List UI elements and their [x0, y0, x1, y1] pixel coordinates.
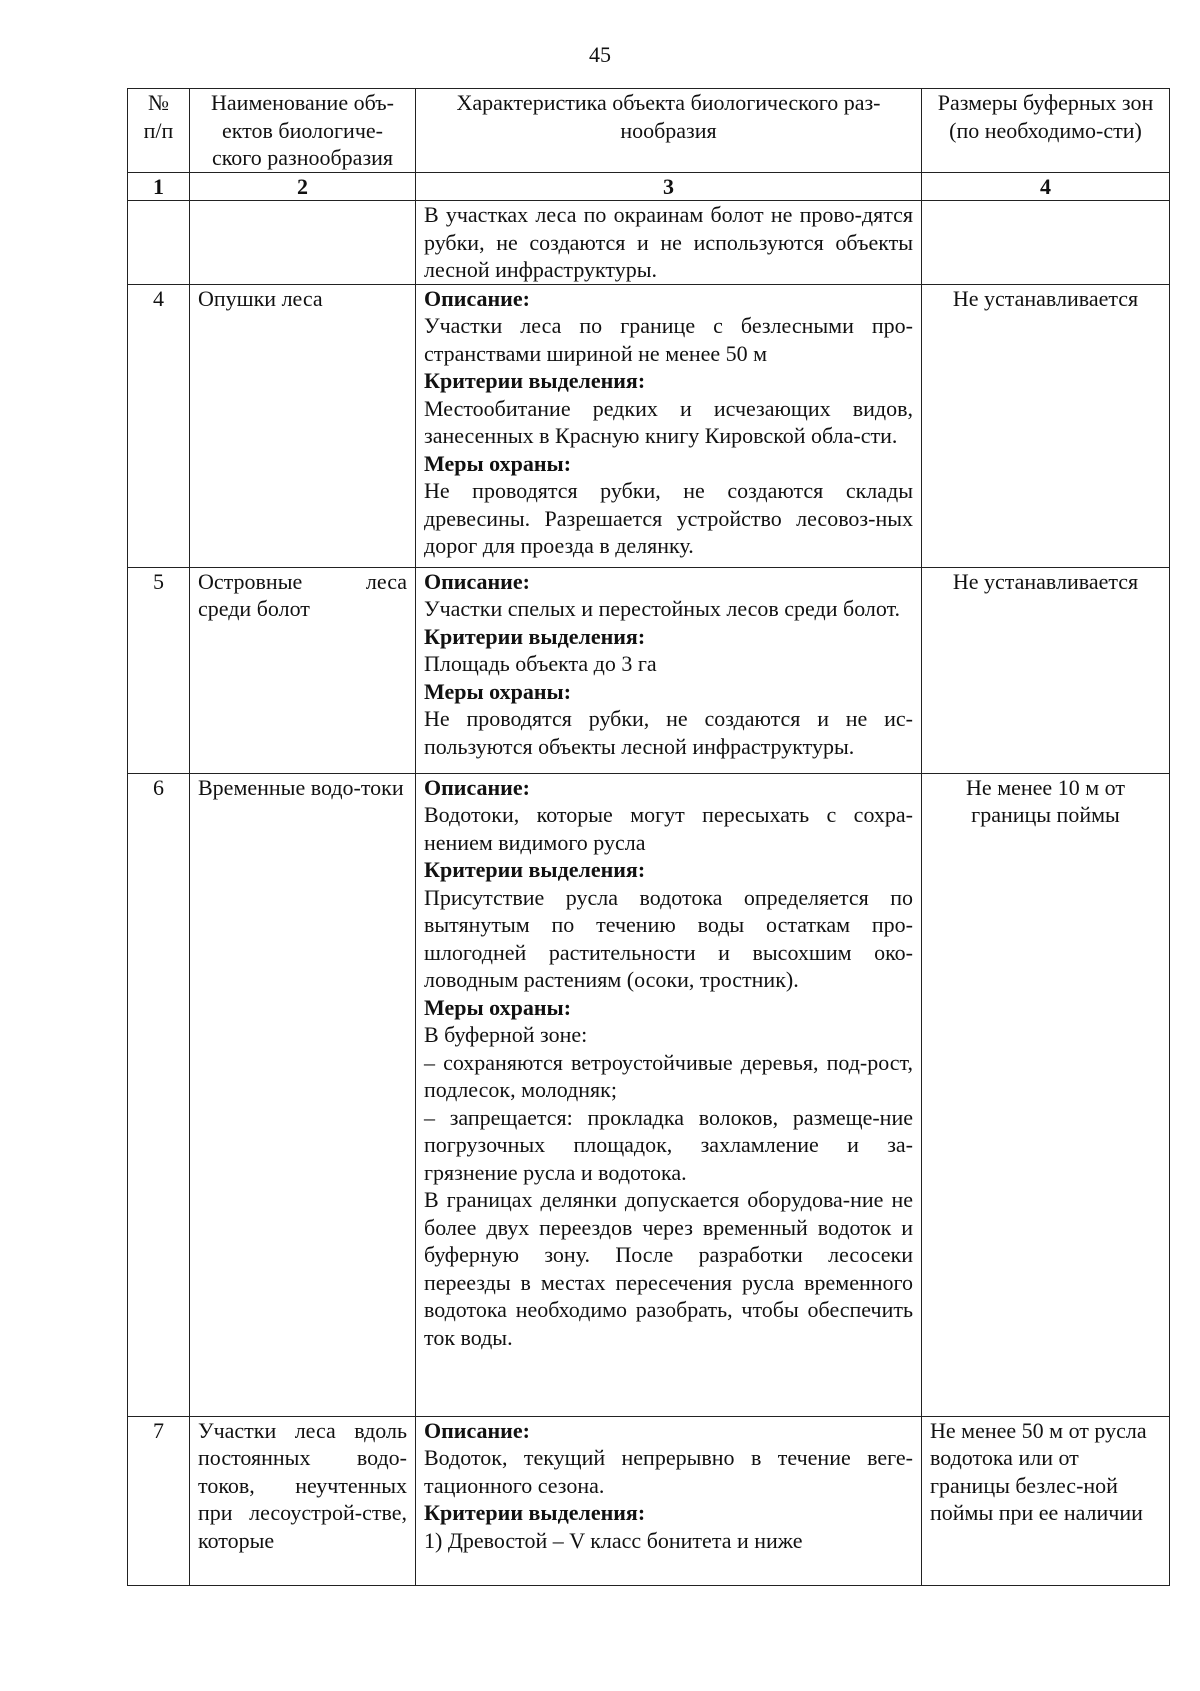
page-number: 45 [589, 42, 611, 67]
kriterii-label: Критерии выделения: [424, 368, 646, 393]
kriterii-text: Местообитание редких и исчезающих видов, занесенных в Красную книгу Кировской обла-сти. [424, 395, 913, 448]
kriterii-text: Присутствие русла водотока определяется по вытянутым по течению воды остаткам про-шлогодней растительности и высохшим око-ловодным растениям (осоки, тростник). [424, 884, 913, 992]
column-number: 2 [190, 172, 416, 201]
mery-extra: В границах делянки допускается оборудова-ние не более двух переездов через временный водоток и буферную зону. После разработки лесосеки переезды в местах пересечения русла временного водотока необходимо разобрать, чтобы обеспечить ток воды. [424, 1187, 913, 1350]
mery-label: Меры охраны: [424, 994, 572, 1020]
column-number: 3 [416, 172, 922, 201]
row-num: 7 [128, 1416, 190, 1585]
opisanie-label: Описание: [424, 774, 530, 800]
opisanie-label: Описание: [424, 568, 530, 594]
row-num: 5 [128, 567, 190, 773]
row-name: Островные леса среди болот [190, 567, 416, 773]
header-name: Наименование объ-ектов биологиче-ского разнообразия [190, 89, 416, 173]
opisanie-label: Описание: [424, 285, 530, 311]
table-header-row [128, 89, 1170, 173]
opisanie-text: Участки спелых и перестойных лесов среди болот. [424, 596, 901, 621]
row-buffer: Не устанавливается [922, 284, 1170, 567]
mery-text: Не проводятся рубки, не создаются и не ис-пользуются объекты лесной инфраструктуры. [424, 706, 913, 759]
row-name: Опушки леса [190, 284, 416, 567]
row-name [190, 201, 416, 285]
row-characteristic [416, 1416, 922, 1585]
column-number: 4 [922, 172, 1170, 201]
row-characteristic [416, 284, 922, 567]
row-name: Временные водо-токи [190, 773, 416, 1416]
mery-item: – сохраняются ветроустойчивые деревья, под-рост, подлесок, молодняк; [424, 1049, 913, 1102]
row-characteristic [416, 567, 922, 773]
mery-label: Меры охраны: [424, 450, 572, 476]
row-characteristic [416, 773, 922, 1416]
row-buffer: Не менее 10 м от границы поймы [922, 773, 1170, 1416]
mery-label: Меры охраны: [424, 678, 572, 704]
table-row [128, 567, 1170, 773]
opisanie-text: Водоток, текущий непрерывно в течение веге-тационного сезона. [424, 1445, 913, 1498]
kriterii-text: Площадь объекта до 3 га [424, 651, 657, 676]
row-num: 4 [128, 284, 190, 567]
row-num: 6 [128, 773, 190, 1416]
kriterii-text: 1) Древостой – V класс бонитета и ниже [424, 1527, 803, 1553]
kriterii-label: Критерии выделения: [424, 857, 646, 882]
mery-intro: В буферной зоне: [424, 1022, 588, 1047]
table-row [128, 1416, 1170, 1585]
row-name: Участки леса вдоль постоянных водо-токов, неучтенных при лесоустрой-стве, которые [190, 1416, 416, 1585]
header-buffer: Размеры буферных зон (по необходимо-сти) [922, 89, 1170, 173]
biodiversity-table [127, 88, 1170, 1586]
row-buffer: Не устанавливается [922, 567, 1170, 773]
table-row [128, 773, 1170, 1416]
mery-text: Не проводятся рубки, не создаются склады древесины. Разрешается устройство лесовоз-ных дорог для проезда в делянку. [424, 478, 913, 558]
header-characteristic: Характеристика объекта биологического раз-нообразия [416, 89, 922, 173]
opisanie-text: Участки леса по границе с безлесными про-странствами шириной не менее 50 м [424, 313, 913, 366]
mery-item: – запрещается: прокладка волоков, размеще-ние погрузочных площадок, захламление и за-грязнение русла и водотока. [424, 1104, 913, 1185]
kriterii-label: Критерии выделения: [424, 1500, 646, 1525]
row-buffer: Не менее 50 м от русла водотока или от границы безлес-ной поймы при ее наличии [922, 1416, 1170, 1585]
table-row [128, 201, 1170, 285]
row-num [128, 201, 190, 285]
opisanie-label: Описание: [424, 1417, 530, 1443]
opisanie-text: Водотоки, которые могут пересыхать с сохра-нением видимого русла [424, 802, 913, 855]
kriterii-label: Критерии выделения: [424, 623, 646, 649]
header-num: № п/п [128, 89, 190, 173]
column-number-row [128, 172, 1170, 201]
row-buffer [922, 201, 1170, 285]
table-row [128, 284, 1170, 567]
column-number: 1 [128, 172, 190, 201]
row-description: В участках леса по окраинам болот не прово-дятся рубки, не создаются и не используются объекты лесной инфраструктуры. [416, 201, 922, 285]
